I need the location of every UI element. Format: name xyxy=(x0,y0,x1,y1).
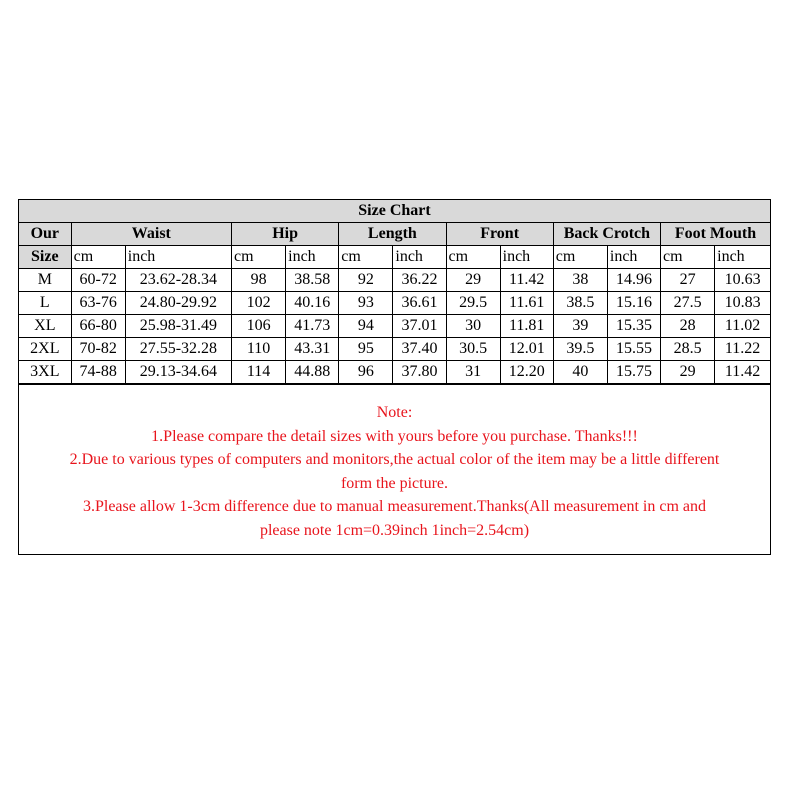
table-cell: 28.5 xyxy=(661,338,715,361)
table-cell: 70-82 xyxy=(71,338,125,361)
table-cell: 38 xyxy=(553,269,607,292)
table-cell: 23.62-28.34 xyxy=(125,269,231,292)
note-line-3b: please note 1cm=0.39inch 1inch=2.54cm) xyxy=(259,521,530,539)
table-cell: 37.40 xyxy=(393,338,446,361)
unit-header-row xyxy=(19,246,770,269)
unit-cell: inch xyxy=(125,246,231,269)
table-cell: 10.63 xyxy=(715,269,770,292)
table-cell: 92 xyxy=(339,269,393,292)
table-cell: 14.96 xyxy=(607,269,660,292)
table-cell: 10.83 xyxy=(715,292,770,315)
table-cell: 37.80 xyxy=(393,361,446,384)
table-cell: 40.16 xyxy=(286,292,339,315)
table-cell: 15.35 xyxy=(607,315,660,338)
table-cell: 29.13-34.64 xyxy=(125,361,231,384)
table-cell: 40 xyxy=(553,361,607,384)
table-row xyxy=(19,361,770,384)
size-table xyxy=(19,200,770,384)
table-cell: 39 xyxy=(553,315,607,338)
table-cell: 15.55 xyxy=(607,338,660,361)
back-crotch-header: Back Crotch xyxy=(553,223,660,246)
table-cell: 11.61 xyxy=(500,292,553,315)
table-row xyxy=(19,338,770,361)
title-row xyxy=(19,200,770,223)
size-label: XL xyxy=(19,315,71,338)
size-chart xyxy=(18,199,771,555)
note-line-2a: 2.Due to various types of computers and monitors,the actual color of the item may be a little different xyxy=(69,451,720,468)
unit-cell: cm xyxy=(661,246,715,269)
waist-header: Waist xyxy=(71,223,231,246)
table-cell: 106 xyxy=(232,315,286,338)
table-cell: 39.5 xyxy=(553,338,607,361)
unit-cell: cm xyxy=(232,246,286,269)
table-cell: 66-80 xyxy=(71,315,125,338)
size-label: 3XL xyxy=(19,361,71,384)
table-cell: 74-88 xyxy=(71,361,125,384)
table-cell: 11.42 xyxy=(500,269,553,292)
table-cell: 63-76 xyxy=(71,292,125,315)
hip-header: Hip xyxy=(232,223,339,246)
unit-cell: inch xyxy=(607,246,660,269)
unit-cell: cm xyxy=(339,246,393,269)
front-header: Front xyxy=(446,223,553,246)
table-cell: 36.61 xyxy=(393,292,446,315)
table-cell: 24.80-29.92 xyxy=(125,292,231,315)
table-cell: 12.01 xyxy=(500,338,553,361)
table-cell: 25.98-31.49 xyxy=(125,315,231,338)
table-cell: 28 xyxy=(661,315,715,338)
table-cell: 11.02 xyxy=(715,315,770,338)
size-table-body xyxy=(19,200,770,384)
table-cell: 98 xyxy=(232,269,286,292)
note-section xyxy=(19,384,770,554)
table-cell: 30 xyxy=(446,315,500,338)
table-cell: 110 xyxy=(232,338,286,361)
length-header: Length xyxy=(339,223,446,246)
table-cell: 11.22 xyxy=(715,338,770,361)
foot-mouth-header: Foot Mouth xyxy=(661,223,771,246)
table-cell: 60-72 xyxy=(71,269,125,292)
table-cell: 27.55-32.28 xyxy=(125,338,231,361)
unit-cell: cm xyxy=(446,246,500,269)
table-cell: 11.81 xyxy=(500,315,553,338)
table-cell: 27.5 xyxy=(661,292,715,315)
table-cell: 36.22 xyxy=(393,269,446,292)
unit-cell: cm xyxy=(71,246,125,269)
note-line-2b: form the picture. xyxy=(340,474,449,492)
table-cell: 31 xyxy=(446,361,500,384)
unit-cell: inch xyxy=(286,246,339,269)
size-label: L xyxy=(19,292,71,315)
unit-cell: inch xyxy=(500,246,553,269)
table-cell: 96 xyxy=(339,361,393,384)
note-heading: Note: xyxy=(376,404,413,421)
table-cell: 43.31 xyxy=(286,338,339,361)
table-cell: 29.5 xyxy=(446,292,500,315)
table-cell: 37.01 xyxy=(393,315,446,338)
size-label: 2XL xyxy=(19,338,71,361)
unit-cell: cm xyxy=(553,246,607,269)
table-cell: 114 xyxy=(232,361,286,384)
table-cell: 12.20 xyxy=(500,361,553,384)
chart-title: Size Chart xyxy=(19,200,770,223)
table-cell: 15.16 xyxy=(607,292,660,315)
table-cell: 94 xyxy=(339,315,393,338)
note-line-1: 1.Please compare the detail sizes with yours before you purchase. Thanks!!! xyxy=(151,427,638,445)
table-cell: 38.5 xyxy=(553,292,607,315)
table-row xyxy=(19,269,770,292)
table-cell: 27 xyxy=(661,269,715,292)
table-cell: 95 xyxy=(339,338,393,361)
table-cell: 29 xyxy=(661,361,715,384)
unit-cell: inch xyxy=(715,246,770,269)
table-cell: 29 xyxy=(446,269,500,292)
table-cell: 41.73 xyxy=(286,315,339,338)
group-header-row xyxy=(19,223,770,246)
size-header: Size xyxy=(19,246,71,269)
table-cell: 30.5 xyxy=(446,338,500,361)
table-cell: 102 xyxy=(232,292,286,315)
table-cell: 38.58 xyxy=(286,269,339,292)
table-row xyxy=(19,315,770,338)
our-size-header: Our xyxy=(19,223,71,246)
table-cell: 15.75 xyxy=(607,361,660,384)
table-cell: 93 xyxy=(339,292,393,315)
note-line-3a: 3.Please allow 1-3cm difference due to manual measurement.Thanks(All measurement in cm and xyxy=(82,498,707,515)
table-row xyxy=(19,292,770,315)
table-cell: 11.42 xyxy=(715,361,770,384)
unit-cell: inch xyxy=(393,246,446,269)
size-label: M xyxy=(19,269,71,292)
table-cell: 44.88 xyxy=(286,361,339,384)
